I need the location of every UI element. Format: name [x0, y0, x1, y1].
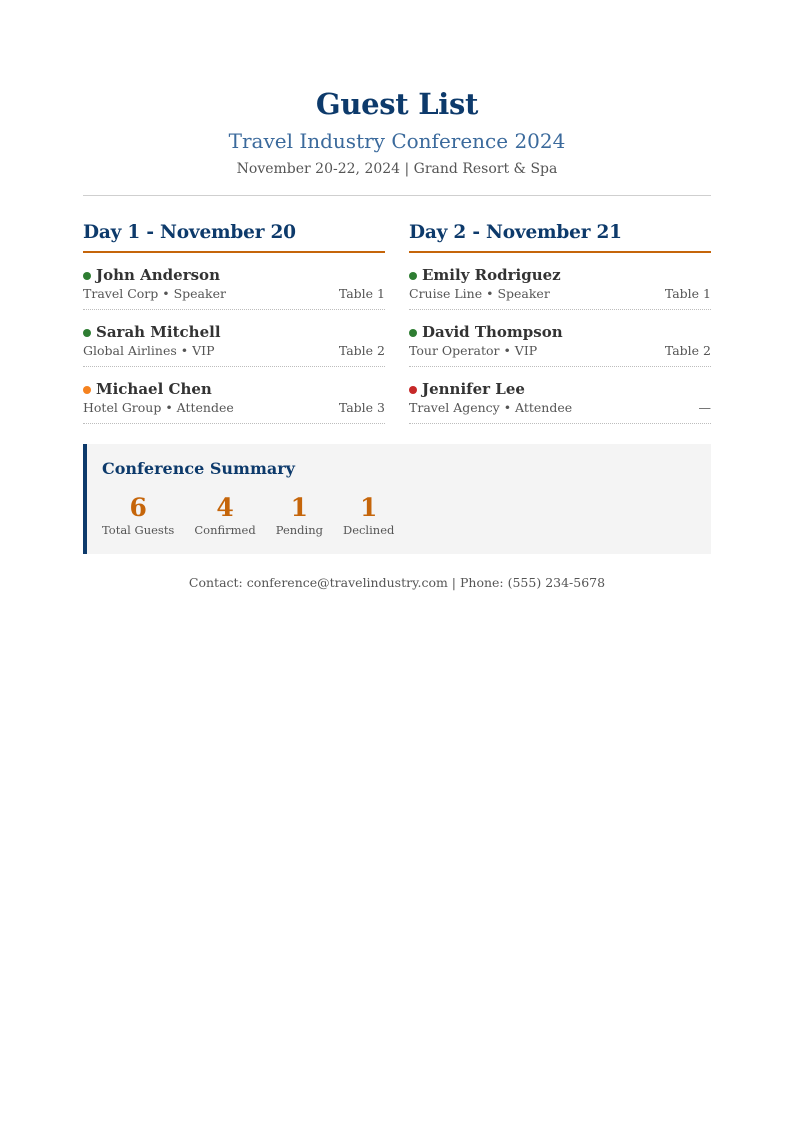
guest-table: —	[698, 400, 711, 415]
header-divider	[83, 195, 711, 196]
guest-name: David Thompson	[422, 323, 563, 341]
contact-footer: Contact: conference@travelindustry.com | Phone: (555) 234-5678	[188, 575, 606, 590]
days-columns	[83, 220, 711, 424]
event-meta: November 20-22, 2024 | Grand Resort & Spa	[236, 161, 558, 177]
status-dot-declined-icon	[409, 386, 417, 394]
guest-detail: Tour Operator • VIP	[409, 343, 538, 358]
stat-pending	[276, 494, 323, 538]
stat-value: 4	[216, 493, 234, 522]
guest-name: Emily Rodriguez	[422, 266, 561, 284]
guest-detail: Hotel Group • Attendee	[83, 400, 234, 415]
document-header	[83, 84, 711, 178]
status-dot-confirmed-icon	[83, 272, 91, 280]
guest-row	[83, 367, 385, 424]
conference-summary	[83, 444, 711, 554]
guest-list-document	[83, 84, 711, 592]
guest-name: John Anderson	[96, 266, 220, 284]
guest-table: Table 2	[338, 343, 385, 358]
guest-detail: Travel Corp • Speaker	[83, 286, 226, 301]
status-dot-confirmed-icon	[409, 272, 417, 280]
status-dot-confirmed-icon	[83, 329, 91, 337]
guest-row	[83, 310, 385, 367]
event-subtitle: Travel Industry Conference 2024	[228, 129, 566, 153]
stat-total-guests	[102, 494, 174, 538]
guest-name: Sarah Mitchell	[96, 323, 221, 341]
stat-declined	[343, 494, 394, 538]
day-1-title: Day 1 - November 20	[83, 220, 385, 253]
guest-row	[83, 253, 385, 310]
guest-row	[409, 310, 711, 367]
guest-detail: Travel Agency • Attendee	[409, 400, 573, 415]
guest-detail: Cruise Line • Speaker	[409, 286, 550, 301]
guest-table: Table 1	[338, 286, 385, 301]
status-dot-confirmed-icon	[409, 329, 417, 337]
stat-value: 1	[359, 493, 378, 522]
day-2-title: Day 2 - November 21	[409, 220, 711, 253]
summary-stats	[102, 494, 695, 538]
status-dot-pending-icon	[83, 386, 91, 394]
stat-label: Confirmed	[194, 523, 256, 537]
stat-confirmed	[194, 494, 255, 538]
guest-table: Table 2	[664, 343, 711, 358]
guest-row	[409, 367, 711, 424]
stat-value: 6	[129, 493, 147, 522]
guest-name: Jennifer Lee	[422, 380, 525, 398]
page-title: Guest List	[315, 87, 479, 121]
summary-title: Conference Summary	[102, 459, 295, 478]
day-1-column	[83, 220, 385, 424]
stat-value: 1	[290, 493, 309, 522]
guest-table: Table 1	[664, 286, 711, 301]
stat-label: Pending	[275, 523, 323, 537]
guest-table: Table 3	[338, 400, 385, 415]
day-2-column	[409, 220, 711, 424]
guest-name: Michael Chen	[96, 380, 212, 398]
guest-row	[409, 253, 711, 310]
stat-label: Declined	[342, 523, 395, 537]
guest-detail: Global Airlines • VIP	[83, 343, 215, 358]
stat-label: Total Guests	[102, 523, 175, 537]
